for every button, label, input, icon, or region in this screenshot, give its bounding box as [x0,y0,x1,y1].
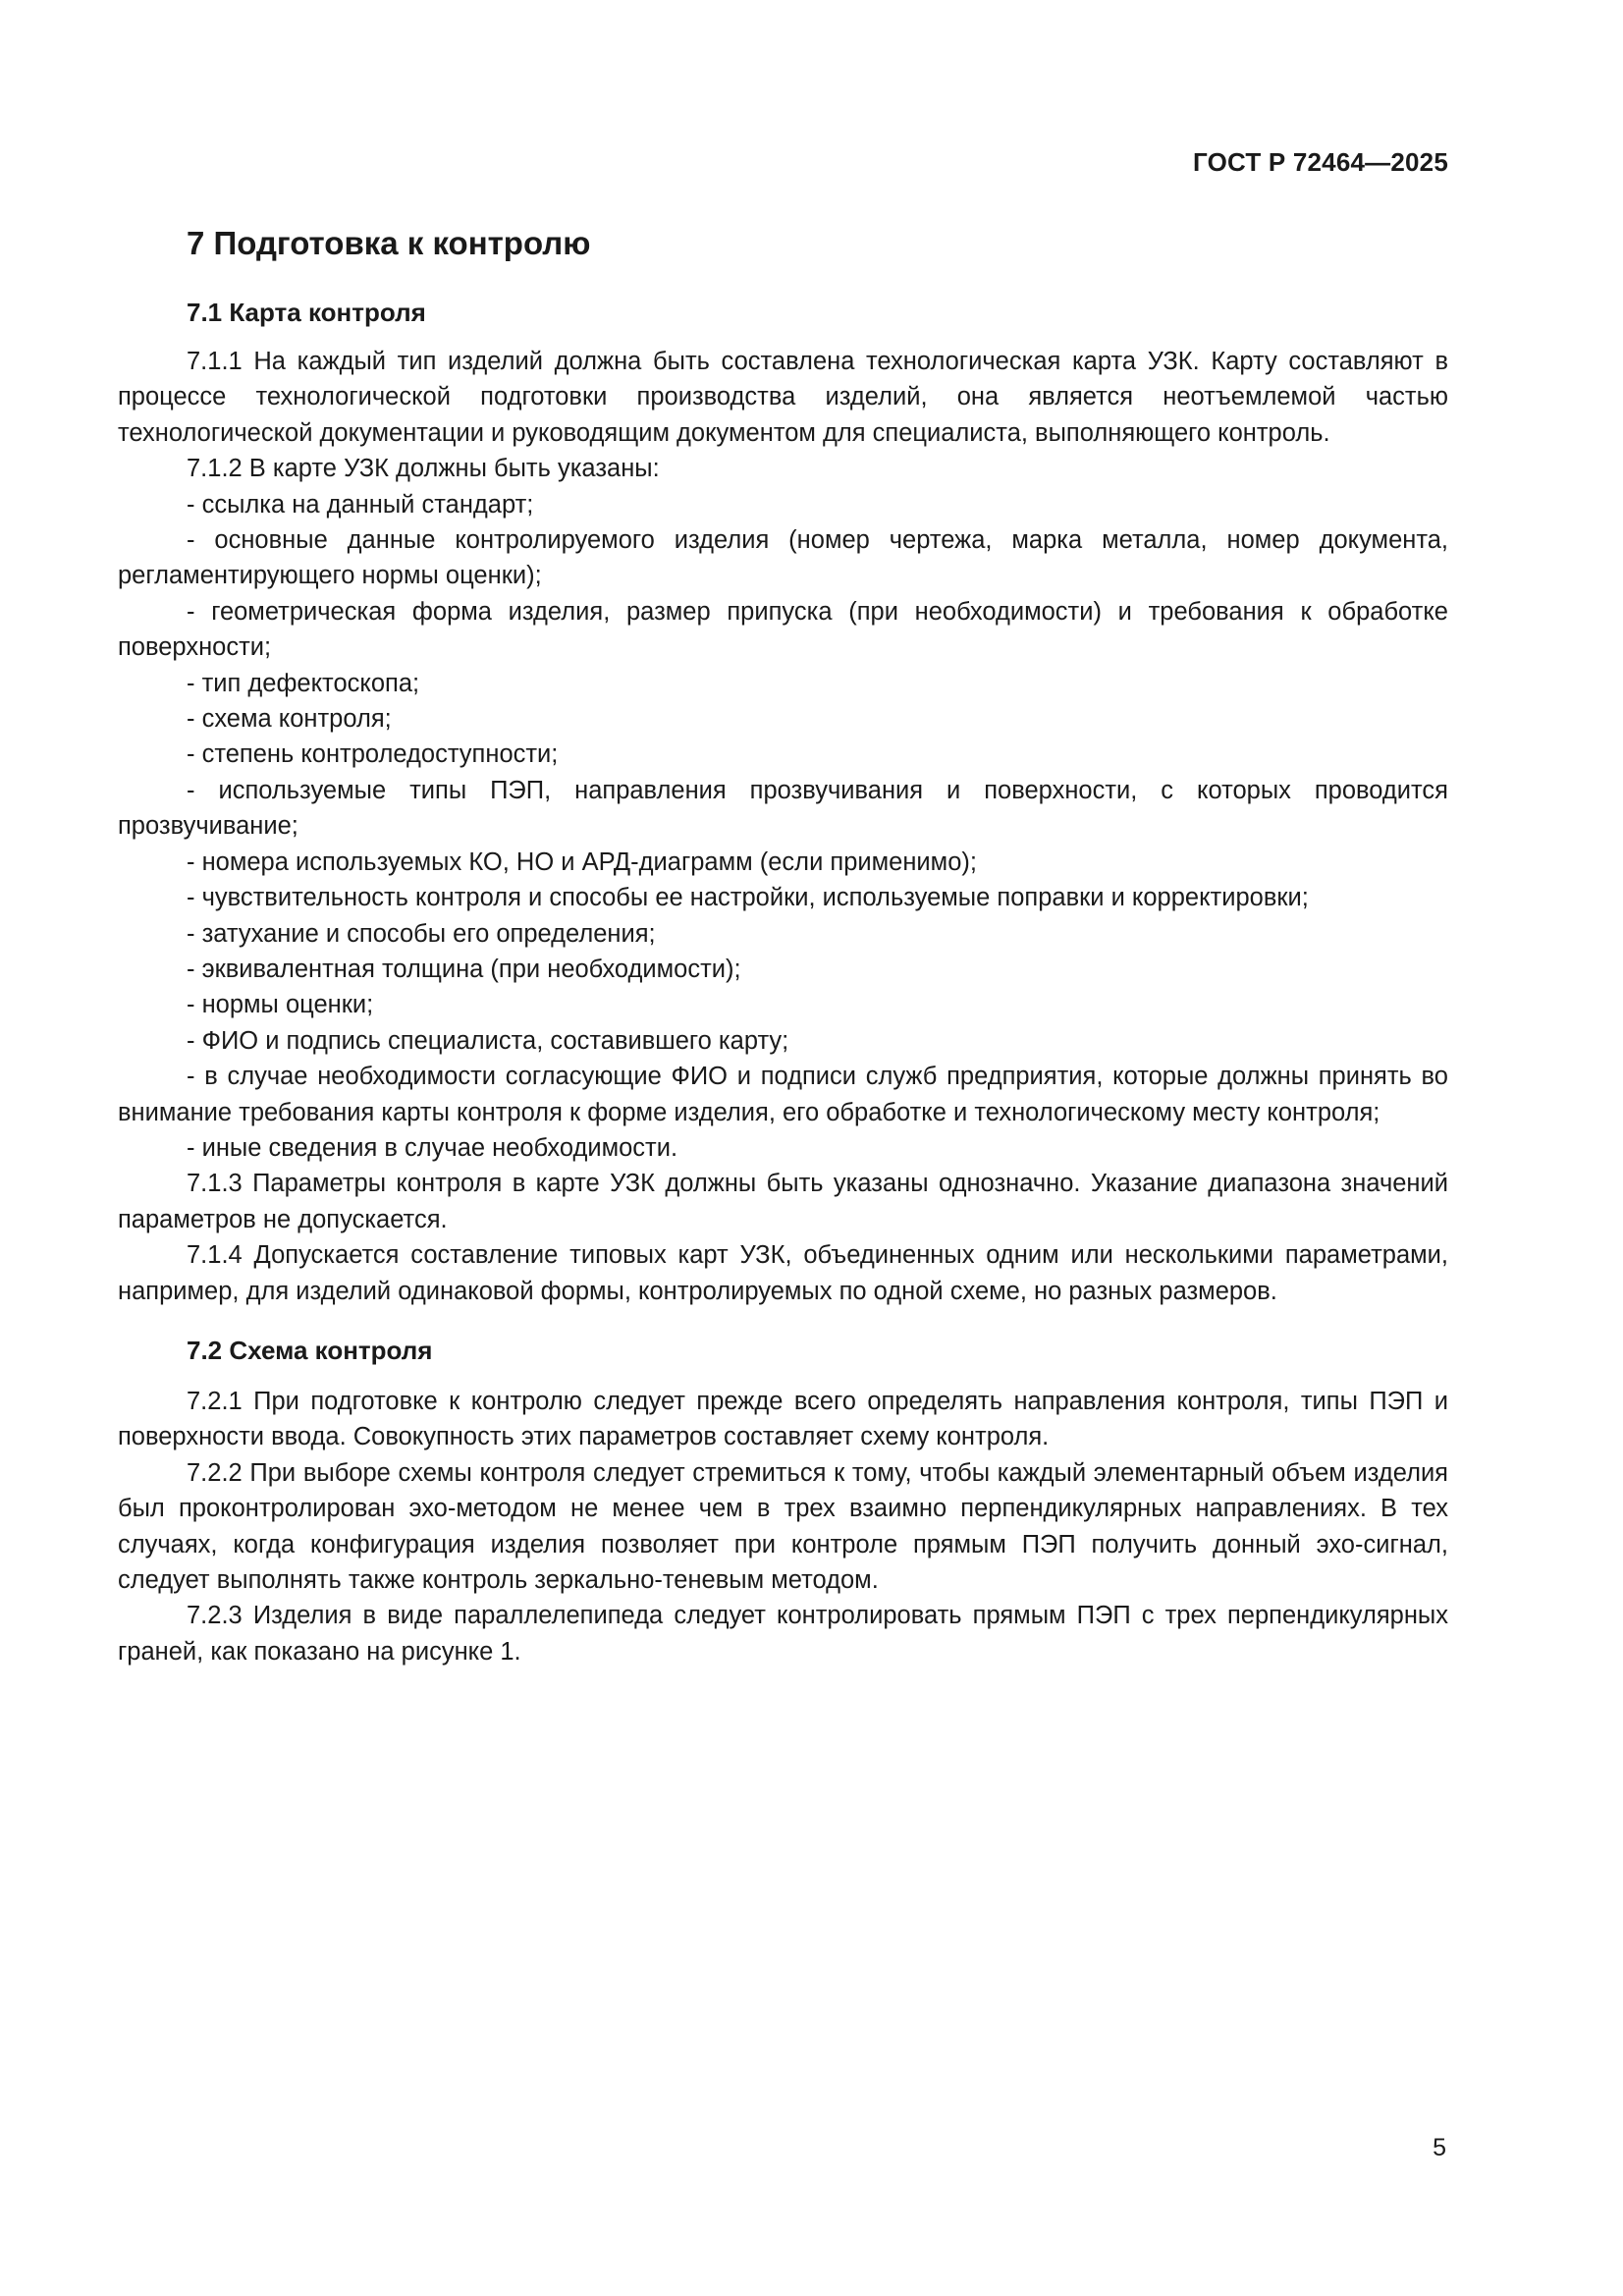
list-item: - ФИО и подпись специалиста, составившего карту; [187,1026,789,1055]
list-item: - основные данные контролируемого изделия (номер чертежа, марка металла, номер документа, регламентирующего нормы оценки); [118,526,1448,590]
paragraph-7-2-2: 7.2.2 При выборе схемы контроля следует стремиться к тому, чтобы каждый элементарный объем изделия был проконтролирован эхо-методом не менее чем в трех взаимно перпендикулярных направлениях. В тех случаях, когда конфигурация изделия позволяет при контроле прямым ПЭП получить донный эхо-сигнал, следует выполнять также контроль зеркально-теневым методом. [118,1458,1448,1594]
list-item: - эквивалентная толщина (при необходимости); [187,955,741,983]
list-item: - иные сведения в случае необходимости. [187,1133,678,1162]
subsection-title-7-1: 7.1 Карта контроля [187,298,426,327]
list-item: - геометрическая форма изделия, размер припуска (при необходимости) и требования к обработке поверхности; [118,597,1448,662]
list-item: - чувствительность контроля и способы ее настройки, используемые поправки и корректировки; [187,884,1309,912]
paragraph-7-2-1: 7.2.1 При подготовке к контролю следует прежде всего определять направления контроля, типы ПЭП и поверхности ввода. Совокупность этих параметров составляет схему контроля. [118,1387,1448,1451]
paragraph-7-1-3: 7.1.3 Параметры контроля в карте УЗК должны быть указаны однозначно. Указание диапазона значений параметров не допускается. [118,1170,1448,1233]
paragraph-7-1-4: 7.1.4 Допускается составление типовых карт УЗК, объединенных одним или несколькими параметрами, например, для изделий одинаковой формы, контролируемых по одной схеме, но разных размеров. [118,1241,1448,1305]
section-title: 7 Подготовка к контролю [187,225,591,261]
subsection-body-7-2 [118,1384,1448,1669]
list-item: - нормы оценки; [187,991,374,1019]
page-number: 5 [1433,2134,1446,2161]
list-item: - в случае необходимости согласующие ФИО и подписи служб предприятия, которые должны принять во внимание требования карты контроля к форме изделия, его обработке и технологическому месту контроля; [118,1063,1448,1126]
list-item: - степень контроледоступности; [187,740,559,769]
list-item: - тип дефектоскопа; [187,669,420,697]
paragraph-7-1-1: 7.1.1 На каждый тип изделий должна быть составлена технологическая карта УЗК. Карту составляют в процессе технологической подготовки производства изделий, она является неотъемлемой частью технологической документации и руководящим документом для специалиста, выполняющего контроль. [118,348,1448,447]
list-item: - ссылка на данный стандарт; [187,490,534,519]
document-body [118,222,1448,1669]
document-header: ГОСТ Р 72464—2025 [1193,147,1448,177]
list-item: - схема контроля; [187,705,392,734]
list-item: - номера используемых КО, НО и АРД-диаграмм (если применимо); [187,847,977,876]
list-item: - затухание и способы его определения; [187,919,656,948]
subsection-title-7-2: 7.2 Схема контроля [187,1335,433,1365]
subsection-body-7-1 [118,344,1448,1309]
list-item: - используемые типы ПЭП, направления прозвучивания и поверхности, с которых проводится прозвучивание; [118,776,1448,841]
paragraph-7-1-2: 7.1.2 В карте УЗК должны быть указаны: [187,455,660,483]
paragraph-7-2-3: 7.2.3 Изделия в виде параллелепипеда следует контролировать прямым ПЭП с трех перпендикулярных граней, как показано на рисунке 1. [118,1602,1448,1666]
